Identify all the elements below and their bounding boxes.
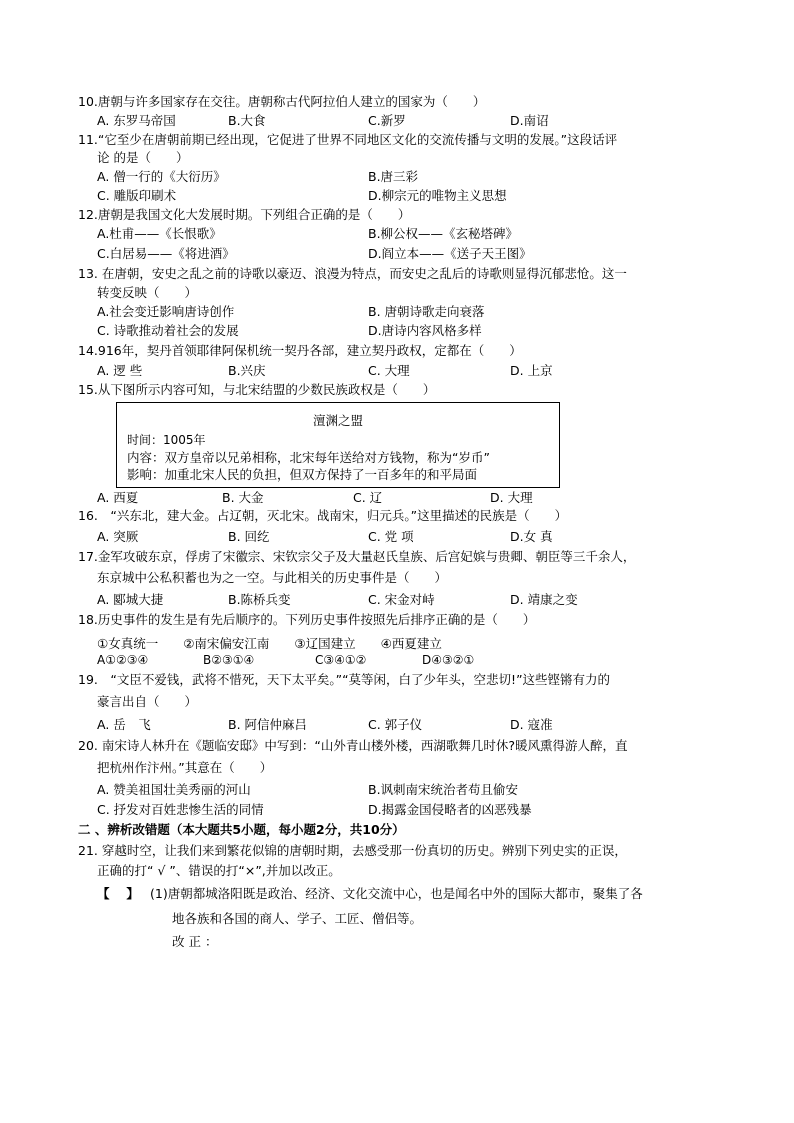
q11-stem-line2: 论 的是（ ） [97, 150, 189, 165]
q12-option-a: A.杜甫——《长恨歌》 [97, 226, 222, 241]
q18-stem: 18.历史事件的发生是有先后顺序的。下列历史事件按照先后排序正确的是（ ） [78, 612, 536, 627]
q15-stem: 15.从下图所示内容可知，与北宋结盟的少数民族政权是（ ） [78, 382, 436, 397]
q20-option-d: D.揭露金国侵略者的凶恶残暴 [368, 802, 532, 817]
q14-option-d: D. 上京 [510, 363, 553, 378]
q16-option-a: A. 突厥 [97, 529, 139, 544]
q20-option-b: B.讽刺南宋统治者苟且偷安 [368, 782, 519, 797]
q17-stem-line2: 东京城中公私积蓄也为之一空。与此相关的历史事件是（ ） [97, 570, 448, 585]
q18-option-c: C③④①② [315, 653, 367, 667]
q19-stem-line2: 豪言出自（ ） [97, 694, 198, 709]
q21-stem-line2: 正确的打“ √ ”、错误的打“×”,并加以改正。 [97, 863, 341, 878]
q20-option-c: C. 抒发对百姓悲惨生活的同情 [97, 802, 264, 817]
q10-option-c: C.新罗 [368, 113, 406, 128]
q10-option-d: D.南诏 [510, 113, 549, 128]
q19-option-b: B. 阿信仲麻吕 [228, 717, 308, 732]
q14-option-c: C. 大理 [368, 363, 410, 378]
q16-option-b: B. 回纥 [228, 529, 270, 544]
q21-item1-line2: 地各族和各国的商人、学子、工匠、僧侣等。 [172, 911, 423, 926]
q11-stem-line1: 11.“它至少在唐朝前期已经出现，它促进了世界不同地区文化的交流传播与文明的发展。”这段话评 [78, 132, 618, 147]
treaty-content: 内容：双方皇帝以兄弟相称，北宋每年送给对方钱物，称为“岁币” [127, 450, 490, 465]
q21-answer-bracket: 【 】 [97, 886, 139, 901]
q13-option-a: A.社会变迁影响唐诗创作 [97, 304, 235, 319]
q16-option-c: C. 党 项 [368, 529, 414, 544]
treaty-info-box [116, 402, 560, 488]
section2-heading: 二 、辨析改错题（本大题共5小题，每小题2分，共10分） [78, 822, 405, 837]
q17-option-a: A. 郾城大捷 [97, 592, 164, 607]
q17-option-c: C. 宋金对峙 [368, 592, 435, 607]
q19-option-a: A. 岳 飞 [97, 717, 151, 732]
q11-option-c: C. 雕版印刷术 [97, 188, 177, 203]
q15-option-a: A. 西夏 [97, 490, 139, 505]
treaty-title: 澶渊之盟 [312, 413, 363, 428]
q11-option-a: A. 僧一行的《大衍历》 [97, 169, 226, 184]
q13-stem-line1: 13. 在唐朝，安史之乱之前的诗歌以豪迈、浪漫为特点，而安史之乱后的诗歌则显得沉郁悲怆。这一 [78, 266, 627, 281]
q17-stem-line1: 17.金军攻破东京，俘虏了宋徽宗、宋钦宗父子及大量赵氏皇族、后宫妃嫔与贵卿、朝臣等三千余人， [78, 549, 636, 564]
q10-stem: 10.唐朝与许多国家存在交往。唐朝称古代阿拉伯人建立的国家为（ ） [78, 94, 486, 109]
q13-stem-line2: 转变反映（ ） [97, 285, 198, 300]
q20-option-a: A. 赞美祖国壮美秀丽的河山 [97, 782, 251, 797]
q18-option-a: A①②③④ [97, 653, 149, 667]
q10-option-b: B.大食 [228, 113, 266, 128]
q12-option-d: D.阎立本——《送子天王图》 [368, 246, 532, 261]
q17-option-b: B.陈桥兵变 [228, 592, 291, 607]
q12-option-c: C.白居易——《将进酒》 [97, 246, 235, 261]
q21-stem-line1: 21. 穿越时空，让我们来到繁花似锦的唐朝时期，去感受那一份真切的历史。辨别下列史实的正误， [78, 843, 627, 858]
q20-stem-line2: 把杭州作汴州。”其意在（ ） [97, 760, 273, 775]
q12-stem: 12.唐朝是我国文化大发展时期。下列组合正确的是（ ） [78, 207, 411, 222]
q17-option-d: D. 靖康之变 [510, 592, 578, 607]
q11-option-b: B.唐三彩 [368, 169, 419, 184]
q16-stem: 16. “兴东北，建大金。占辽朝，灭北宋。战南宋，归元兵。”这里描述的民族是（ ） [78, 508, 568, 523]
q13-option-b: B. 唐朝诗歌走向衰落 [368, 304, 485, 319]
q14-stem: 14.916年，契丹首领耶律阿保机统一契丹各部，建立契丹政权，定都在（ ） [78, 343, 522, 358]
q10-option-a: A. 东罗马帝国 [97, 113, 176, 128]
q13-option-d: D.唐诗内容风格多样 [368, 323, 482, 338]
q19-option-d: D. 寇准 [510, 717, 553, 732]
q20-stem-line1: 20. 南宋诗人林升在《题临安邸》中写到：“山外青山楼外楼，西湖歌舞几时休?暖风熏得游人醉，直 [78, 738, 628, 753]
treaty-time: 时间：1005年 [127, 433, 206, 447]
q15-option-c: C. 辽 [353, 490, 383, 505]
q16-option-d: D.女 真 [510, 529, 553, 544]
q11-option-d: D.柳宗元的唯物主义思想 [368, 188, 507, 203]
q21-correction-label: 改 正 ： [172, 934, 218, 949]
q19-stem-line1: 19. “文臣不爱钱，武将不惜死，天下太平矣。”“莫等闲，白了少年头，空悲切!”这些铿锵有力的 [78, 672, 611, 687]
q14-option-a: A. 逻 些 [97, 363, 143, 378]
q14-option-b: B.兴庆 [228, 363, 266, 378]
q21-item1-line1: (1)唐朝都城洛阳既是政治、经济、文化交流中心，也是闻名中外的国际大都市，聚集了各 [150, 886, 643, 901]
q13-option-c: C. 诗歌推动着社会的发展 [97, 323, 239, 338]
q18-items: ①女真统一 ②南宋偏安江南 ③辽国建立 ④西夏建立 [97, 636, 442, 651]
q18-option-d: D④③②① [422, 653, 475, 667]
q19-option-c: C. 郭子仪 [368, 717, 423, 732]
q15-option-b: B. 大金 [222, 490, 264, 505]
treaty-effect: 影响：加重北宋人民的负担，但双方保持了一百多年的和平局面 [127, 467, 478, 482]
q15-option-d: D. 大理 [490, 490, 533, 505]
q18-option-b: B②③①④ [203, 653, 255, 667]
q12-option-b: B.柳公权——《玄秘塔碑》 [368, 226, 519, 241]
